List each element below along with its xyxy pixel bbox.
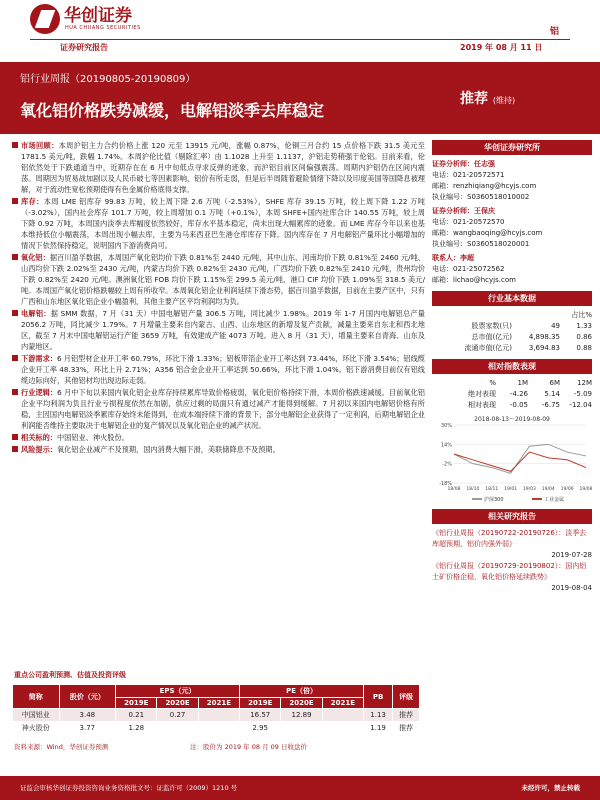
analyst-phone: 电话：021-20572571 xyxy=(432,171,505,179)
chart-title: 2018-08-13～2019-08-09 xyxy=(474,416,550,423)
perf-row xyxy=(432,400,592,411)
paragraph-label: 风险提示： xyxy=(21,445,57,454)
table-cell: 1.19 xyxy=(364,722,393,735)
paragraph-text: 氧化铝企业减产不及预期，国内消费大幅下滑，美联储降息不及预期。 xyxy=(56,445,280,454)
analyst-email: 邮箱：renzhiqiang@hcyjs.com xyxy=(432,182,537,190)
body-paragraph xyxy=(12,444,425,455)
x-tick-label: 18/11 xyxy=(485,487,499,492)
report-date: 2019-08-04 xyxy=(551,584,592,592)
body-paragraph xyxy=(12,252,425,307)
bullet-icon xyxy=(12,198,18,204)
contact-role: 联系人： xyxy=(432,254,460,262)
y-tick-label: 14% xyxy=(440,442,452,449)
perf-cell: 绝对表现 xyxy=(468,390,496,398)
body-paragraph xyxy=(12,308,425,352)
table-cell: 2.95 xyxy=(240,722,281,735)
table-cell: 12.89 xyxy=(281,709,322,722)
basic-row xyxy=(432,321,592,332)
basic-header: 行业基本数据 xyxy=(432,291,592,306)
analyst-name: 王保庆 xyxy=(474,207,495,215)
perf-cell: -4.26 xyxy=(509,390,528,398)
analyst-role: 证券分析师： xyxy=(432,160,474,168)
th-company: 简称 xyxy=(13,685,60,709)
table-cell: 16.57 xyxy=(240,709,281,722)
table-cell: 1.28 xyxy=(116,722,157,735)
footer xyxy=(0,776,600,800)
basic-col: 占比% xyxy=(571,311,592,319)
basic-cell: 0.86 xyxy=(576,333,592,341)
paragraph-text: 据 SMM 数据，7 月（31 天）中国电解铝产量 306.5 万吨，同比减少 1.98%。2019 年 1-7 月国内电解铝总产量 2056.2 万吨，同比减少 1.79%。7 月增量主要来自内蒙古、山西、山东地区的新增及复产贡献，减量主要来自东北和西北地区，截至 7 月末中国电解铝运行产能 3659 万吨，有效建成产能 4073 万吨。进入 8 月（31 天），增量主要来自青海、山东及内蒙地区。 xyxy=(21,309,425,351)
logo-icon xyxy=(30,4,60,34)
table-caption: 重点公司盈利预测、估值及投资评级 xyxy=(14,671,126,679)
paragraph-label: 氧化铝： xyxy=(21,253,50,262)
paragraph-label: 市场回顾： xyxy=(21,141,59,150)
institute-header: 华创证券研究所 xyxy=(432,140,592,155)
perf-chart-svg xyxy=(432,413,592,505)
table-cell xyxy=(322,722,363,735)
th-year: 2021E xyxy=(198,698,239,709)
table-cell: 神火股份 xyxy=(13,722,60,735)
table-cell: 3.77 xyxy=(59,722,115,735)
th-year: 2020E xyxy=(157,698,198,709)
x-tick-label: 19/04 xyxy=(541,487,555,492)
table-cell: 1.13 xyxy=(364,709,393,722)
perf-chart xyxy=(432,413,592,505)
y-tick-label: -18% xyxy=(439,481,452,487)
bullet-icon xyxy=(12,142,18,148)
y-tick-label: 30% xyxy=(440,423,452,429)
basic-cell: 股票家数(只) xyxy=(471,322,512,330)
rating-value: 推荐 xyxy=(460,91,488,107)
analyst-role: 证券分析师： xyxy=(432,207,474,215)
related-header: 相关研究报告 xyxy=(432,509,592,524)
logo-cn: 华创证券 xyxy=(64,6,132,26)
th-eps: EPS（元） xyxy=(116,685,240,698)
th-year: 2020E xyxy=(281,698,322,709)
body-paragraph xyxy=(12,140,425,195)
th-pb: PB xyxy=(364,685,393,709)
basic-cell: 4,898.35 xyxy=(528,333,560,341)
series-line xyxy=(454,444,586,473)
rating xyxy=(460,88,515,108)
th-year: 2019E xyxy=(240,698,281,709)
report-subtitle: 铝行业周报（20190805-20190809） xyxy=(20,74,196,85)
report-title: 氧化铝价格跌势减缓，电解铝淡季去库稳定 xyxy=(20,101,325,120)
logo-en: HUA CHUANG SECURITIES xyxy=(65,25,141,31)
th-price: 股价（元） xyxy=(59,685,115,709)
paragraph-text: 中国铝业、神火股份。 xyxy=(56,433,129,442)
company-logo xyxy=(30,3,150,35)
analyst-role-line xyxy=(432,159,592,170)
table-row xyxy=(13,722,420,735)
bullet-icon xyxy=(12,254,18,260)
sidebar xyxy=(432,140,592,594)
body-paragraph xyxy=(12,196,425,251)
bullet-icon xyxy=(12,434,18,440)
analyst-cert: 执业编号：S0360518020001 xyxy=(432,240,530,248)
paragraph-text: 6 月中下旬以来国内氧化铝企业库存持续累库导致价格疲弱，氧化铝价格持续下滑，本周价格跌速减缓。目前氧化铝企业平均利润为负且行业亏损程度依然在加剧，供应过剩的局面只有通过减产才能得到缓解。7 月初以来国内电解铝价格有所稳，主因国内电解铝淡季累库存始终未能得到，在成本端持续下滑的背景下，部分电解铝企业获得了一定利润，后期电解铝企业利润能否维持主要取决于电解铝企业的复产情况以及氧化铝企业的减产状况。 xyxy=(21,388,425,430)
paragraph-label: 库存： xyxy=(21,197,44,206)
table-cell: 推荐 xyxy=(393,709,420,722)
analyst-email: 邮箱：wangbaoqing@hcyjs.com xyxy=(432,229,543,237)
top-rule xyxy=(30,39,570,40)
th-pe: PE（倍） xyxy=(240,685,364,698)
x-tick-label: 19/01 xyxy=(504,487,518,492)
bullet-icon xyxy=(12,389,18,395)
report-title: 《铝行业周报（20190729-20190802）：国内铝土矿价格企稳，氧化铝价格延续跌势》 xyxy=(432,562,587,581)
table-cell: 推荐 xyxy=(393,722,420,735)
perf-cell: 相对表现 xyxy=(468,401,496,409)
x-tick-label: 18/10 xyxy=(466,487,480,492)
analyst-cert: 执业编号：S0360518010002 xyxy=(432,193,530,201)
basic-cell: 总市值(亿元) xyxy=(471,333,512,341)
perf-row xyxy=(432,389,592,400)
th-year: 2019E xyxy=(116,698,157,709)
contact-email: 邮箱：lichao@hcyjs.com xyxy=(432,276,516,284)
paragraph-label: 电解铝： xyxy=(21,309,51,318)
table-cell: 0.27 xyxy=(157,709,198,722)
x-tick-label: 19/06 xyxy=(560,487,574,492)
forecast-table xyxy=(12,684,420,735)
analyst-name: 任志强 xyxy=(474,160,495,168)
price-note: 注：股价为 2019 年 08 月 09 日收盘价 xyxy=(190,743,307,751)
paragraph-text: 据百川盈孚数据，本周国产氧化铝均价下跌 0.81%至 2440 元/吨，其中山东、河南均价下跌 0.81%至 2460 元/吨、山西均价下跌 2.02%至 2430 元/吨，内蒙古均价下跌 0.82%至 2430 元/吨，广西均价下跌 0.82%至 2410 元/吨，贵州均价下跌 0.82%至 2420 元/吨。澳洲氧化铝 FOB 均价下跌 1.15%至 299.5 美元/吨，港口 CIF 均价下跌 1.09%至 318.5 美元/吨。本周国产氧化铝价格跌幅较上周有所收窄。本周氧化铝企业利润延续下滑态势，据百川盈孚数据，目前在主要产区中，只有广西和山东地区氧化铝企业小幅盈利，其他主要产区平均利润均为负。 xyxy=(21,253,425,306)
analyst-role-line xyxy=(432,206,592,217)
perf-col: 1M xyxy=(517,379,528,387)
report-title: 《铝行业周报（20190722-20190726）：淡季去库超预期，铝价内强外弱》 xyxy=(432,529,587,548)
rating-note: (维持) xyxy=(492,96,516,105)
paragraph-text: 6 月铝型材企业开工率 60.79%，环比下滑 1.33%；铝板带箔企业开工率达到 73.44%，环比下滑 3.54%；铝线缆企业开工率 48.33%，环比上升 2.71%；A356 铝合金企业开工率达到 50.66%，环比下滑 1.04%。铝下游消费目前仅有铝线缆边际向好，其他铝材均出现边际走弱。 xyxy=(21,354,425,385)
perf-cell: -12.04 xyxy=(569,401,592,409)
bullet-icon xyxy=(12,355,18,361)
dept-label: 证券研究报告 xyxy=(60,43,108,52)
body-paragraph xyxy=(12,353,425,386)
footer-license: 证监会审核华创证券投资咨询业务资格批文号：证监许可（2009）1210 号 xyxy=(20,784,238,792)
th-year: 2021E xyxy=(322,698,363,709)
perf-col: % xyxy=(489,379,496,387)
bullet-icon xyxy=(12,446,18,452)
basic-cell: 49 xyxy=(551,322,560,330)
legend-label: 沪深300 xyxy=(484,497,504,503)
contact-phone: 电话：021-25072562 xyxy=(432,265,505,273)
perf-cell: -5.09 xyxy=(573,390,592,398)
legend-label: 工业金属 xyxy=(544,497,565,503)
title-band xyxy=(0,62,600,134)
table-cell: 中国铝业 xyxy=(13,709,60,722)
table-row xyxy=(13,709,420,722)
perf-header: 相对指数表现 xyxy=(432,359,592,374)
table-cell xyxy=(157,722,198,735)
main-body xyxy=(12,140,425,456)
basic-cell: 3,694.83 xyxy=(528,344,560,352)
paragraph-label: 下游需求： xyxy=(21,354,57,363)
x-tick-label: 19/03 xyxy=(522,487,536,492)
paragraph-text: 本周 LME 铝库存 99.83 万吨，较上周下降 2.6 万吨（-2.53%），SHFE 库存 39.15 万吨，较上周下降 1.22 万吨（-3.02%），国内社会库存 101.7 万吨，较上周增加 0.1 万吨（+0.1%），本周 SHFE+国内社库合计 140.55 万吨，较上周下降 0.92 万吨，本周国内淡季去库幅度依然较好，库存水平基本稳定，尚未出现大幅累库的迹象。而 LME 库存今年以来也基本维持低位小幅震荡，本周出现小幅去库，主要为马来西亚巴生港仓库库存下降。国内库存在 7 月电解铝产量环比小幅增加的情况下依然保持稳定，说明国内下游消费尚可。 xyxy=(21,197,425,250)
perf-cell: -0.05 xyxy=(509,401,528,409)
source-note: 资料来源：Wind，华创证券预测 xyxy=(14,743,109,751)
body-paragraph xyxy=(12,432,425,443)
perf-col: 6M xyxy=(549,379,560,387)
contact-name: 李超 xyxy=(460,254,474,262)
y-tick-label: -2% xyxy=(442,461,452,468)
basic-row xyxy=(432,332,592,343)
report-date: 2019-07-28 xyxy=(551,551,592,559)
basic-cell: 1.33 xyxy=(576,322,592,330)
table-cell xyxy=(198,722,239,735)
perf-head xyxy=(432,378,592,389)
report-date: 2019 年 08 月 11 日 xyxy=(460,43,543,52)
paragraph-label: 相关标的： xyxy=(21,433,57,442)
perf-cell: 5.14 xyxy=(544,390,560,398)
th-rating: 评级 xyxy=(393,685,420,709)
series-line xyxy=(454,452,586,471)
basic-cell: 0.88 xyxy=(576,344,592,352)
table-cell xyxy=(198,709,239,722)
perf-col: 12M xyxy=(577,379,592,387)
basic-row xyxy=(432,343,592,354)
paragraph-label: 行业逻辑： xyxy=(21,388,58,397)
analyst-phone: 电话：021-20572570 xyxy=(432,218,505,226)
table-cell: 3.48 xyxy=(59,709,115,722)
footer-copyright: 未经许可，禁止转载 xyxy=(521,784,580,792)
body-paragraph xyxy=(12,387,425,431)
bullet-icon xyxy=(12,310,18,316)
table-cell xyxy=(322,709,363,722)
paragraph-text: 本周沪铝主力合约价格上涨 120 元至 13915 元/吨，涨幅 0.87%，伦铜三月合约 15 点价格下跌 31.5 美元至 1781.5 美元/吨，跌幅 1.74%。本周沪伦比值（剔除汇率）由 1.1028 上升至 1.1137，沪铝走势稍强于伦铝。目前来看，伦铝依然处于下跌通道当中，近期存在在 6 月中旬低点寻求反弹的迹象，而沪铝目前区间偏强震荡。周期内沪铝仍在区间内震荡。周期因为贸易战加剧以及人民币破七等因素影响，铝价有所走弱，但是后半周随着避险情绪下降以及印度美国等国降息被理解，对于流动性宽松预期使得有色金属价格底得支撑。 xyxy=(21,141,425,194)
basic-cell: 流通市值(亿元) xyxy=(464,344,512,352)
x-tick-label: 18/08 xyxy=(447,487,461,492)
perf-cell: -6.75 xyxy=(541,401,560,409)
table-cell: 0.21 xyxy=(116,709,157,722)
industry-tag: 铝 xyxy=(550,27,560,37)
x-tick-label: 19/08 xyxy=(579,487,592,492)
table-cell xyxy=(281,722,322,735)
